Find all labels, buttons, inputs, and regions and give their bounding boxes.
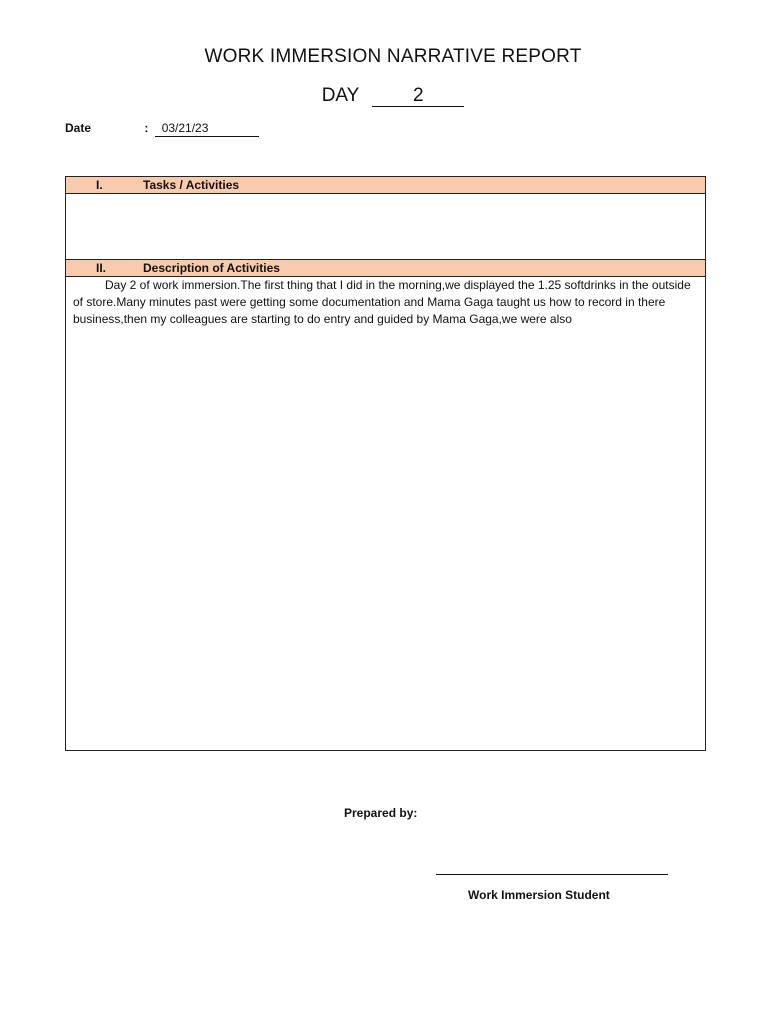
section-header-description <box>66 259 705 277</box>
section-header-tasks <box>66 177 705 194</box>
prepared-by-label: Prepared by: <box>344 806 418 820</box>
section-title: Description of Activities <box>143 261 280 275</box>
date-colon: : <box>144 121 149 135</box>
signature-label: Work Immersion Student <box>468 888 610 902</box>
day-row <box>0 85 768 107</box>
description-body: Day 2 of work immersion.The first thing that I did in the morning,we displayed the 1.25 softdrinks in the outside of store.Many minutes past were getting some documentation and Mama Gaga taught us how to record in there business,then my colleagues are starting to do entry and guided by Mama Gaga,we were also <box>73 278 691 326</box>
date-value: 03/21/23 <box>155 121 259 137</box>
signature-line <box>436 874 668 875</box>
date-row <box>65 121 259 137</box>
section-number: I. <box>96 178 103 192</box>
day-value: 2 <box>372 86 464 107</box>
day-label: DAY <box>321 85 360 106</box>
tasks-body <box>66 194 705 259</box>
report-form-table <box>65 176 706 751</box>
section-title: Tasks / Activities <box>143 178 240 192</box>
date-label: Date <box>65 121 92 135</box>
report-title: WORK IMMERSION NARRATIVE REPORT <box>204 46 582 67</box>
section-number: II. <box>96 261 107 275</box>
